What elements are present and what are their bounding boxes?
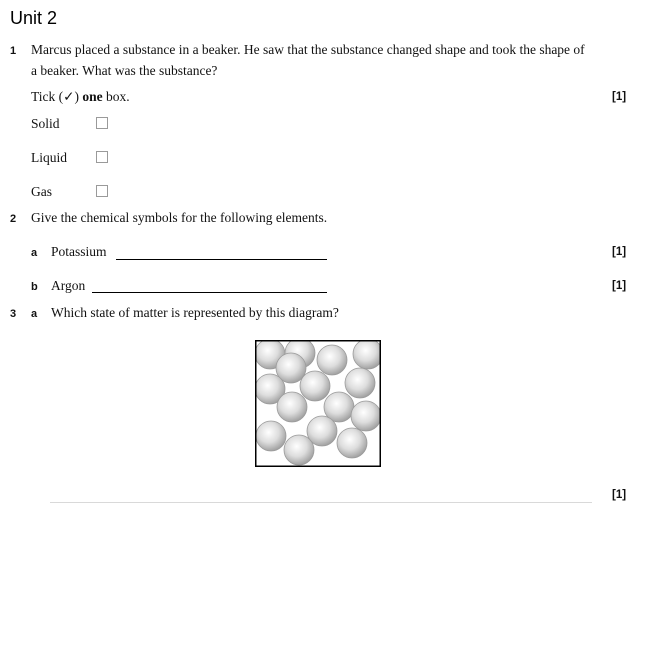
question-2-number: 2 [10,213,17,225]
particle [256,421,286,451]
question-2a-answer-line[interactable] [116,259,327,260]
question-1-text-line1: Marcus placed a substance in a beaker. He saw that the substance changed shape and took the shape of [31,42,585,57]
question-2b-answer-line[interactable] [92,292,327,293]
particle [351,401,381,431]
question-1-marks: [1] [612,91,627,103]
particle [345,368,375,398]
option-solid-checkbox[interactable] [96,117,108,129]
option-gas-label: Gas [31,184,52,199]
particle [300,371,330,401]
question-2a-letter: a [31,247,38,259]
question-1-text-line2: a beaker. What was the substance? [31,63,218,78]
question-2b-letter: b [31,281,38,293]
unit-title: Unit 2 [10,8,58,28]
option-liquid-checkbox[interactable] [96,151,108,163]
particle [277,392,307,422]
option-liquid-label: Liquid [31,150,67,165]
question-3a-text: Which state of matter is represented by this diagram? [51,305,339,320]
question-1-instruction [31,86,130,107]
instruction-emphasis: one [82,89,103,104]
option-gas-checkbox[interactable] [96,185,108,197]
instruction-suffix: box. [102,89,130,104]
option-solid-label: Solid [31,116,60,131]
question-3a-answer-line[interactable] [50,502,592,503]
particle-diagram [255,340,381,467]
question-2-text: Give the chemical symbols for the following elements. [31,210,328,225]
particle [337,428,367,458]
question-1-number: 1 [10,45,17,57]
question-2b-label: Argon [51,278,86,293]
instruction-prefix: Tick (✓) [31,89,83,104]
particle [317,345,347,375]
question-2b-marks: [1] [612,280,627,292]
particle [353,340,381,369]
question-3a-marks: [1] [612,489,627,501]
question-3a-letter: a [31,308,38,320]
question-2a-label: Potassium [51,244,107,259]
question-2a-marks: [1] [612,246,627,258]
particle [284,435,314,465]
question-3-number: 3 [10,308,17,320]
